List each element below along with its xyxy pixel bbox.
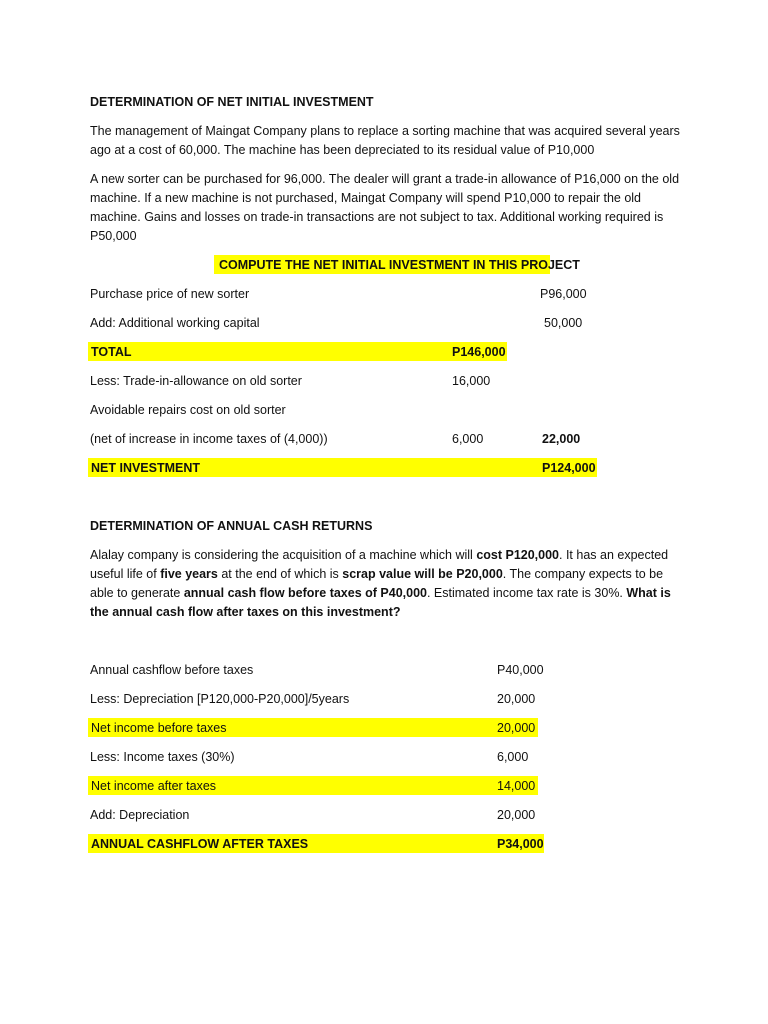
row-label: ANNUAL CASHFLOW AFTER TAXES: [91, 837, 309, 851]
row-label: Avoidable repairs cost on old sorter: [90, 403, 286, 417]
row-label: Annual cashflow before taxes: [90, 663, 254, 677]
row-value: P34,000: [497, 837, 544, 851]
row-label: Purchase price of new sorter: [90, 287, 250, 301]
row-value-right: P124,000: [542, 461, 596, 475]
row-value: 20,000: [497, 721, 536, 735]
row-value: 14,000: [497, 779, 536, 793]
section2-heading: DETERMINATION OF ANNUAL CASH RETURNS: [90, 519, 373, 533]
section1-heading: DETERMINATION OF NET INITIAL INVESTMENT: [90, 95, 374, 109]
task-heading: COMPUTE THE NET INITIAL INVESTMENT IN THIS PROJECT: [219, 258, 580, 272]
section2-paragraph: Alalay company is considering the acquisition of a machine which will cost P120,000. It has an expected useful life of five years at the end of which is scrap value will be P20,000. The company expects to be able to generate annual cash flow before taxes of P40,000. Estimated income tax rate is 30%. What is the annual cash flow after taxes on this investment?: [90, 548, 671, 619]
row-label: NET INVESTMENT: [91, 461, 201, 475]
row-value-mid: 16,000: [452, 374, 491, 388]
row-value-right: 22,000: [542, 432, 581, 446]
total-highlight: [88, 342, 507, 361]
row-label: Net income before taxes: [91, 721, 227, 735]
row-label: Net income after taxes: [91, 779, 217, 793]
section1-paragraph-2: A new sorter can be purchased for 96,000. The dealer will grant a trade-in allowance of P16,000 on the old machine. If a new machine is not purchased, Maingat Company will spend P10,000 to repair the old machine. Gains and losses on trade-in transactions are not subject to tax. Additional working required is P50,000: [90, 172, 680, 243]
row-label: (net of increase in income taxes of (4,000)): [90, 432, 328, 446]
section1-paragraph-1: The management of Maingat Company plans to replace a sorting machine that was acquired several years ago at a cost of 60,000. The machine has been depreciated to its residual value of P10,000: [90, 124, 680, 157]
row-value-mid: 6,000: [452, 432, 484, 446]
row-value: 6,000: [497, 750, 529, 764]
row-value: 20,000: [497, 692, 536, 706]
row-label: Less: Depreciation [P120,000-P20,000]/5years: [90, 692, 350, 706]
row-label: Less: Trade-in-allowance on old sorter: [90, 374, 302, 388]
row-label: Less: Income taxes (30%): [90, 750, 235, 764]
row-value-right: P96,000: [540, 287, 587, 301]
row-label: Add: Depreciation: [90, 808, 190, 822]
row-value: P40,000: [497, 663, 544, 677]
row-label: Add: Additional working capital: [90, 316, 260, 330]
row-value-right: 50,000: [544, 316, 583, 330]
row-value: 20,000: [497, 808, 536, 822]
row-label: TOTAL: [91, 345, 132, 359]
row-value-mid: P146,000: [452, 345, 506, 359]
